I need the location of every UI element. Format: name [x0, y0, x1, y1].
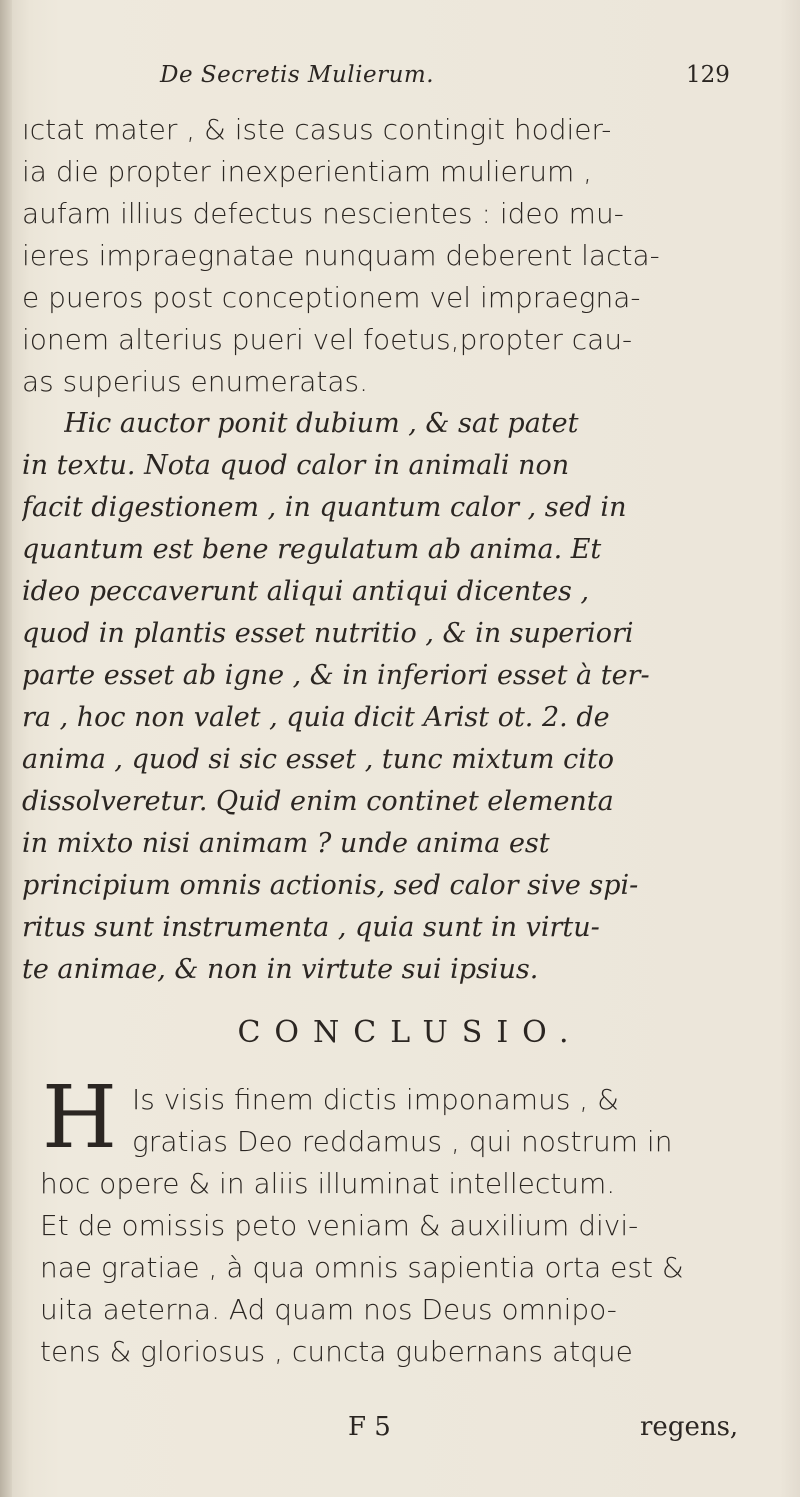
binding-gutter [0, 0, 12, 1497]
commentary-line: in mixto nisi animam ? unde anima est [22, 828, 550, 859]
commentary-line: anima , quod si sic esset , tunc mixtum cito [22, 744, 614, 775]
page-number: 129 [686, 62, 730, 88]
commentary-line: facit digestionem , in quantum calor , sed in [22, 492, 627, 523]
running-title: De Secretis Mulierum. [160, 62, 435, 88]
commentary-line: quantum est bene regulatum ab anima. Et [22, 534, 602, 565]
text-line: e pueros post conceptionem vel impraegna- [22, 281, 641, 314]
section-heading: CONCLUSIO. [237, 1015, 583, 1050]
text-line: uita aeterna. Ad quam nos Deus omnipo- [40, 1293, 617, 1326]
commentary-line: quod in plantis esset nutritio , & in superiori [22, 618, 634, 649]
text-line: tens & gloriosus , cuncta gubernans atque [40, 1335, 633, 1368]
text-line: ieres impraegnatae nunquam deberent lacta- [22, 239, 660, 272]
commentary-line: Hic auctor ponit dubium , & sat patet [64, 408, 579, 439]
drop-cap: H [42, 1068, 117, 1168]
catchword: regens, [640, 1412, 739, 1442]
commentary-line: te animae, & non in virtute sui ipsius. [22, 954, 539, 985]
text-line: Is visis finem dictis imponamus , & [132, 1083, 619, 1116]
text-line: as superius enumeratas. [22, 365, 369, 398]
text-line: ionem alterius pueri vel foetus,propter cau- [22, 323, 633, 356]
commentary-line: parte esset ab igne , & in inferiori esset à ter- [22, 660, 650, 691]
commentary-line: in textu. Nota quod calor in animali non [22, 450, 570, 481]
text-line: Et de omissis peto veniam & auxilium divi- [40, 1209, 639, 1242]
running-head [0, 62, 800, 102]
signature-mark: F 5 [348, 1412, 391, 1442]
commentary-line: ideo peccaverunt aliqui antiqui dicentes , [22, 576, 590, 607]
commentary-line: ritus sunt instrumenta , quia sunt in virtu- [22, 912, 600, 943]
commentary-line: ra , hoc non valet , quia dicit Arist ot. 2. de [22, 702, 610, 733]
text-line: ıctat mater , & iste casus contingit hodier- [22, 113, 612, 146]
commentary-line: dissolveretur. Quid enim continet elementa [22, 786, 614, 817]
commentary-line: principium omnis actionis, sed calor sive spi- [22, 870, 639, 901]
text-line: nae gratiae , à qua omnis sapientia orta est & [40, 1251, 684, 1284]
text-line: aufam illius defectus nescientes : ideo mu- [22, 197, 624, 230]
text-line: ia die propter inexperientiam mulierum , [22, 155, 593, 188]
text-line: gratias Deo reddamus , qui nostrum in [132, 1125, 673, 1158]
text-line: hoc opere & in aliis illuminat intellectum. [40, 1167, 616, 1200]
